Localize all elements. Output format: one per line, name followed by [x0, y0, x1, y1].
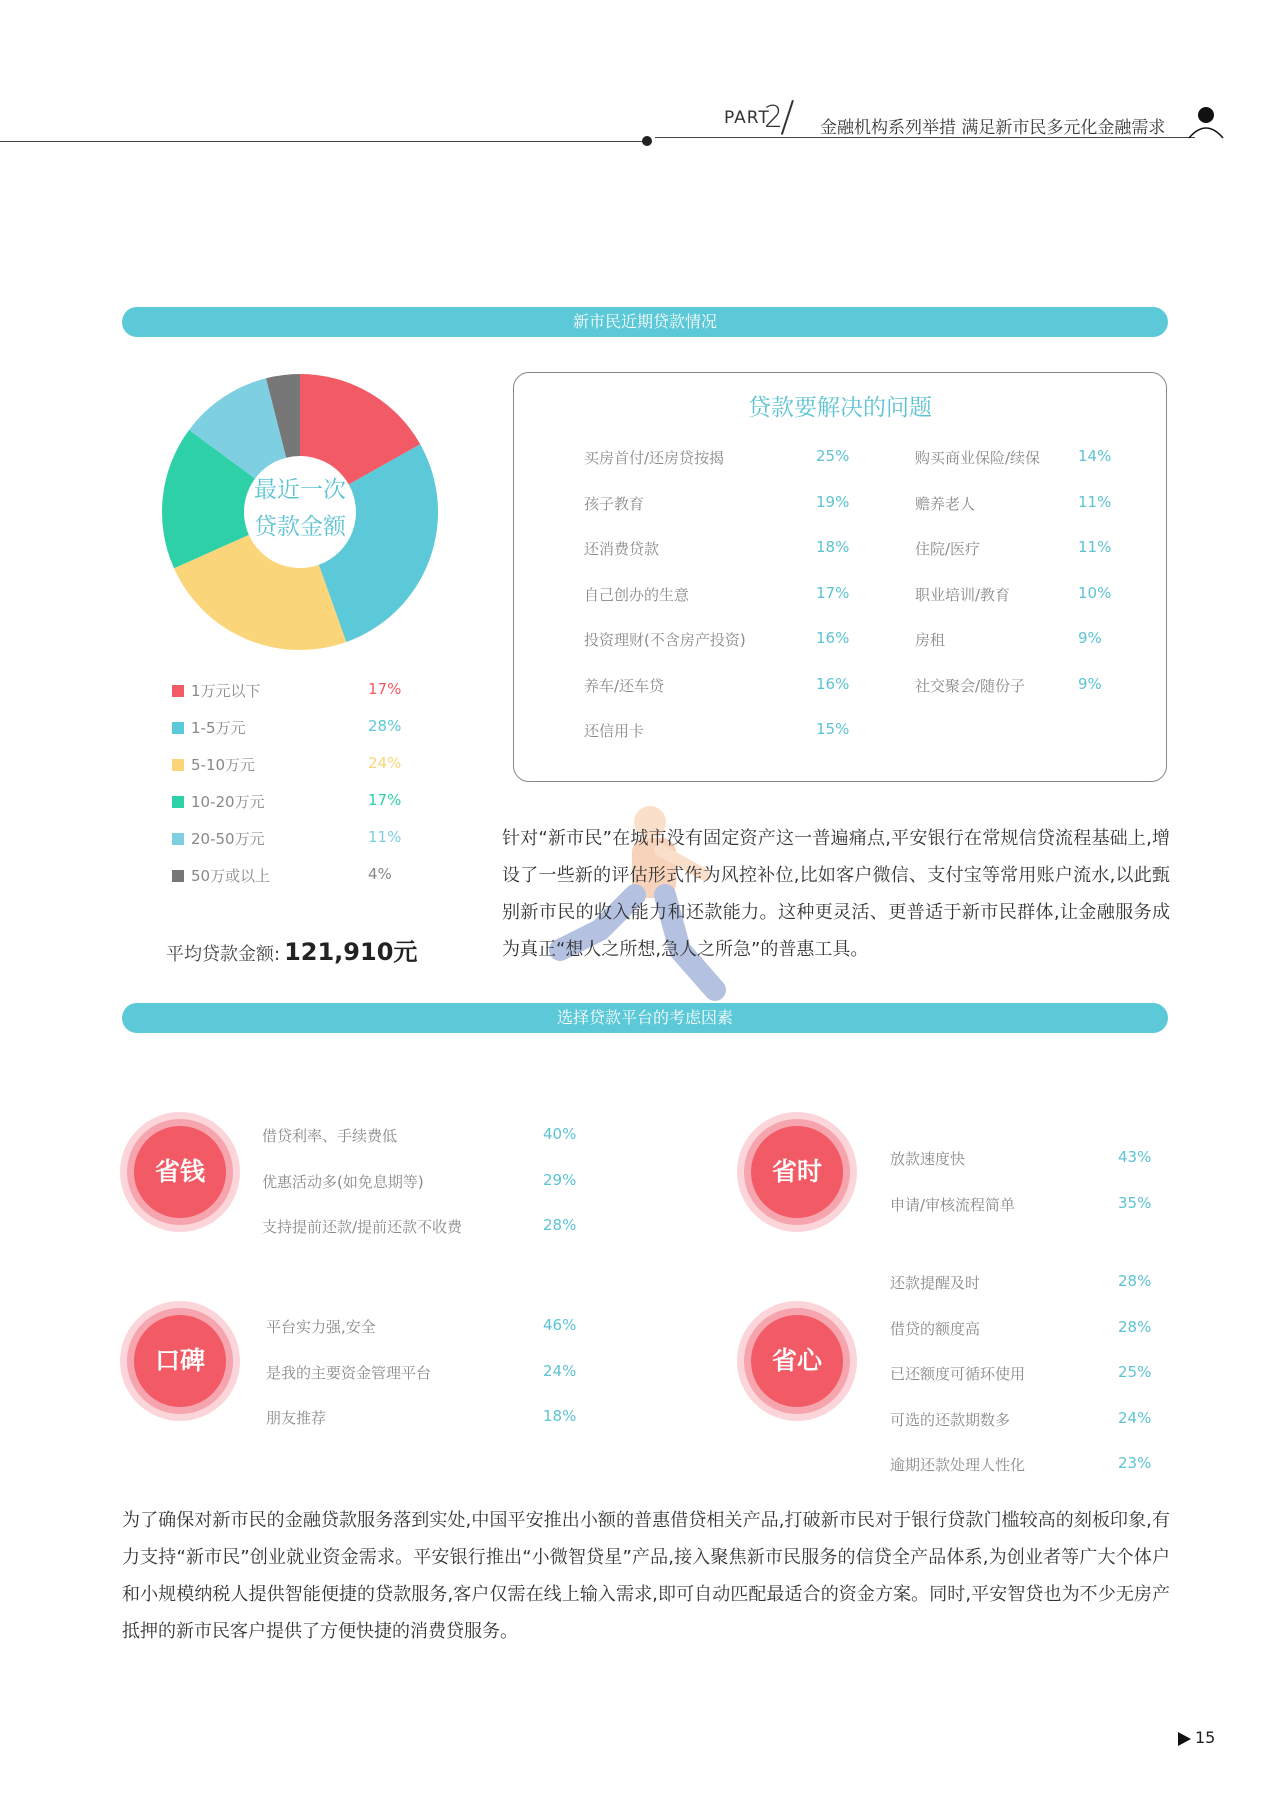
- legend-swatch: [172, 833, 184, 845]
- problem-label: 投资理财(不含房产投资): [584, 631, 746, 649]
- average-loan-value: 121,910元: [284, 938, 418, 966]
- legend-label: 20-50万元: [191, 830, 265, 848]
- problem-value: 17%: [816, 583, 850, 602]
- legend-value: 11%: [368, 828, 402, 846]
- problem-label: 买房首付/还房贷按揭: [584, 449, 725, 467]
- legend-label: 1万元以下: [191, 682, 261, 700]
- legend-swatch: [172, 870, 184, 882]
- legend-item: [172, 680, 422, 717]
- factor-item-value: 46%: [543, 1316, 577, 1334]
- average-loan-label: 平均贷款金额:: [166, 944, 281, 965]
- problem-value: 11%: [1078, 492, 1112, 511]
- problem-label: 购买商业保险/续保: [915, 449, 1041, 467]
- paragraph-inclusive-loans: 为了确保对新市民的金融贷款服务落到实处,中国平安推出小额的普惠借贷相关产品,打破新市民对于银行贷款门槛较高的刻板印象,有力支持“新市民”创业就业资金需求。平安银行推出“小微智贷星”产品,接入聚焦新市民服务的信贷全产品体系,为创业者等广大个体户和小规模纳税人提供智能便捷的贷款服务,客户仅需在线上输入需求,即可自动匹配最适合的资金方案。同时,平安智贷也为不少无房产抵押的新市民客户提供了方便快捷的消费贷服务。: [122, 1510, 1170, 1642]
- legend-item: [172, 754, 422, 791]
- header-divider-dot: [642, 136, 652, 146]
- loan-problems-title: 贷款要解决的问题: [748, 395, 932, 421]
- problem-value: 18%: [816, 538, 850, 556]
- section-bar-platform-factors: 选择贷款平台的考虑因素: [122, 1003, 1168, 1033]
- donut-center-line1: 最近一次: [254, 477, 346, 503]
- problem-value: 15%: [816, 720, 850, 738]
- factor-item-label: 已还额度可循环使用: [890, 1365, 1026, 1383]
- legend-value: 24%: [368, 754, 402, 772]
- donut-legend: [172, 680, 422, 902]
- average-loan: [166, 932, 417, 967]
- factor-item-value: 23%: [1118, 1454, 1152, 1472]
- factor-item-value: 28%: [1118, 1272, 1152, 1290]
- factor-reputation-badge: [120, 1301, 240, 1421]
- factor-item-label: 逾期还款处理人性化: [890, 1456, 1026, 1474]
- factor-reputation-label: 口碑: [134, 1315, 226, 1407]
- legend-swatch: [172, 796, 184, 808]
- paragraph-risk-control: 针对“新市民”在城市没有固定资产这一普遍痛点,平安银行在常规信贷流程基础上,增设了一些新的评估形式作为风控补位,比如客户微信、支付宝等常用账户流水,以此甄别新市民的收入能力和还款能力。这种更灵活、更普适于新市民群体,让金融服务成为真正“想人之所想,急人之所急”的普惠工具。: [502, 828, 1170, 960]
- factor-peace-of-mind-label: 省心: [751, 1315, 843, 1407]
- factor-peace-of-mind-badge: [737, 1301, 857, 1421]
- section-bar-recent-loans: 新市民近期贷款情况: [122, 307, 1168, 337]
- factor-item-label: 优惠活动多(如免息期等): [262, 1172, 424, 1191]
- legend-item: [172, 791, 422, 828]
- problem-value: 9%: [1078, 674, 1102, 693]
- problem-value: 16%: [816, 674, 850, 693]
- factor-save-time-label: 省时: [751, 1126, 843, 1218]
- factor-item-value: 18%: [543, 1407, 577, 1425]
- legend-label: 10-20万元: [191, 793, 265, 811]
- factor-save-time-badge: [737, 1112, 857, 1232]
- problem-value: 25%: [816, 447, 850, 465]
- factor-item-value: 43%: [1118, 1148, 1152, 1166]
- problem-value: 19%: [816, 492, 850, 511]
- factor-item-label: 支持提前还款/提前还款不收费: [262, 1218, 463, 1236]
- legend-value: 4%: [368, 865, 392, 883]
- problem-label: 养车/还车贷: [584, 676, 665, 695]
- legend-swatch: [172, 685, 184, 697]
- problem-label: 还消费贷款: [584, 540, 660, 558]
- header-part-label: PART: [724, 108, 770, 128]
- legend-swatch: [172, 722, 184, 734]
- problem-label: 住院/医疗: [915, 540, 981, 558]
- factor-item-label: 还款提醒及时: [890, 1274, 981, 1292]
- factor-item-label: 借贷利率、手续费低: [262, 1127, 398, 1145]
- legend-value: 17%: [368, 680, 402, 698]
- factor-item-value: 40%: [543, 1125, 577, 1143]
- factor-item-value: 29%: [543, 1170, 577, 1189]
- factor-item-value: 25%: [1118, 1363, 1152, 1381]
- problem-label: 房租: [915, 631, 946, 649]
- problem-value: 10%: [1078, 583, 1112, 602]
- legend-item: [172, 865, 422, 902]
- donut-center-label: [230, 472, 370, 546]
- legend-item: [172, 828, 422, 865]
- legend-label: 1-5万元: [191, 719, 246, 737]
- legend-item: [172, 717, 422, 754]
- legend-swatch: [172, 759, 184, 771]
- problem-label: 孩子教育: [584, 494, 645, 513]
- factor-item-value: 28%: [1118, 1317, 1152, 1336]
- factor-item-label: 平台实力强,安全: [266, 1318, 376, 1336]
- problem-value: 9%: [1078, 629, 1102, 647]
- legend-value: 17%: [368, 791, 402, 809]
- factor-save-money-label: 省钱: [134, 1126, 226, 1218]
- factor-item-label: 是我的主要资金管理平台: [266, 1363, 432, 1382]
- factor-item-label: 申请/审核流程简单: [890, 1195, 1016, 1214]
- problem-value: 11%: [1078, 538, 1112, 556]
- problem-label: 赡养老人: [915, 494, 976, 513]
- factor-item-label: 借贷的额度高: [890, 1319, 981, 1338]
- problem-label: 自己创办的生意: [584, 585, 690, 604]
- header-divider-left: [0, 141, 650, 142]
- factor-item-value: 35%: [1118, 1193, 1152, 1212]
- problem-value: 14%: [1078, 447, 1112, 465]
- factor-item-value: 28%: [543, 1216, 577, 1234]
- factor-save-money-badge: [120, 1112, 240, 1232]
- factor-item-label: 朋友推荐: [266, 1409, 327, 1427]
- donut-center-line2: 贷款金额: [254, 514, 346, 540]
- person-icon: [1186, 104, 1226, 140]
- problem-label: 社交聚会/随份子: [915, 676, 1026, 695]
- header-part-number: 2: [764, 100, 784, 135]
- problem-value: 16%: [816, 629, 850, 647]
- factor-item-label: 放款速度快: [890, 1150, 966, 1168]
- loan-problems-box: [513, 372, 1167, 782]
- legend-label: 50万或以上: [191, 867, 271, 885]
- factor-item-value: 24%: [1118, 1408, 1152, 1427]
- problem-label: 职业培训/教育: [915, 585, 1011, 604]
- page-number: [1178, 1728, 1215, 1747]
- factor-item-label: 可选的还款期数多: [890, 1410, 1011, 1429]
- problem-label: 还信用卡: [584, 722, 645, 740]
- page-arrow-icon: [1178, 1732, 1191, 1746]
- header-title: 金融机构系列举措 满足新市民多元化金融需求: [820, 118, 1166, 138]
- legend-label: 5-10万元: [191, 756, 256, 774]
- factor-item-value: 24%: [543, 1361, 577, 1380]
- legend-value: 28%: [368, 717, 402, 735]
- page-number-value: 15: [1195, 1728, 1216, 1747]
